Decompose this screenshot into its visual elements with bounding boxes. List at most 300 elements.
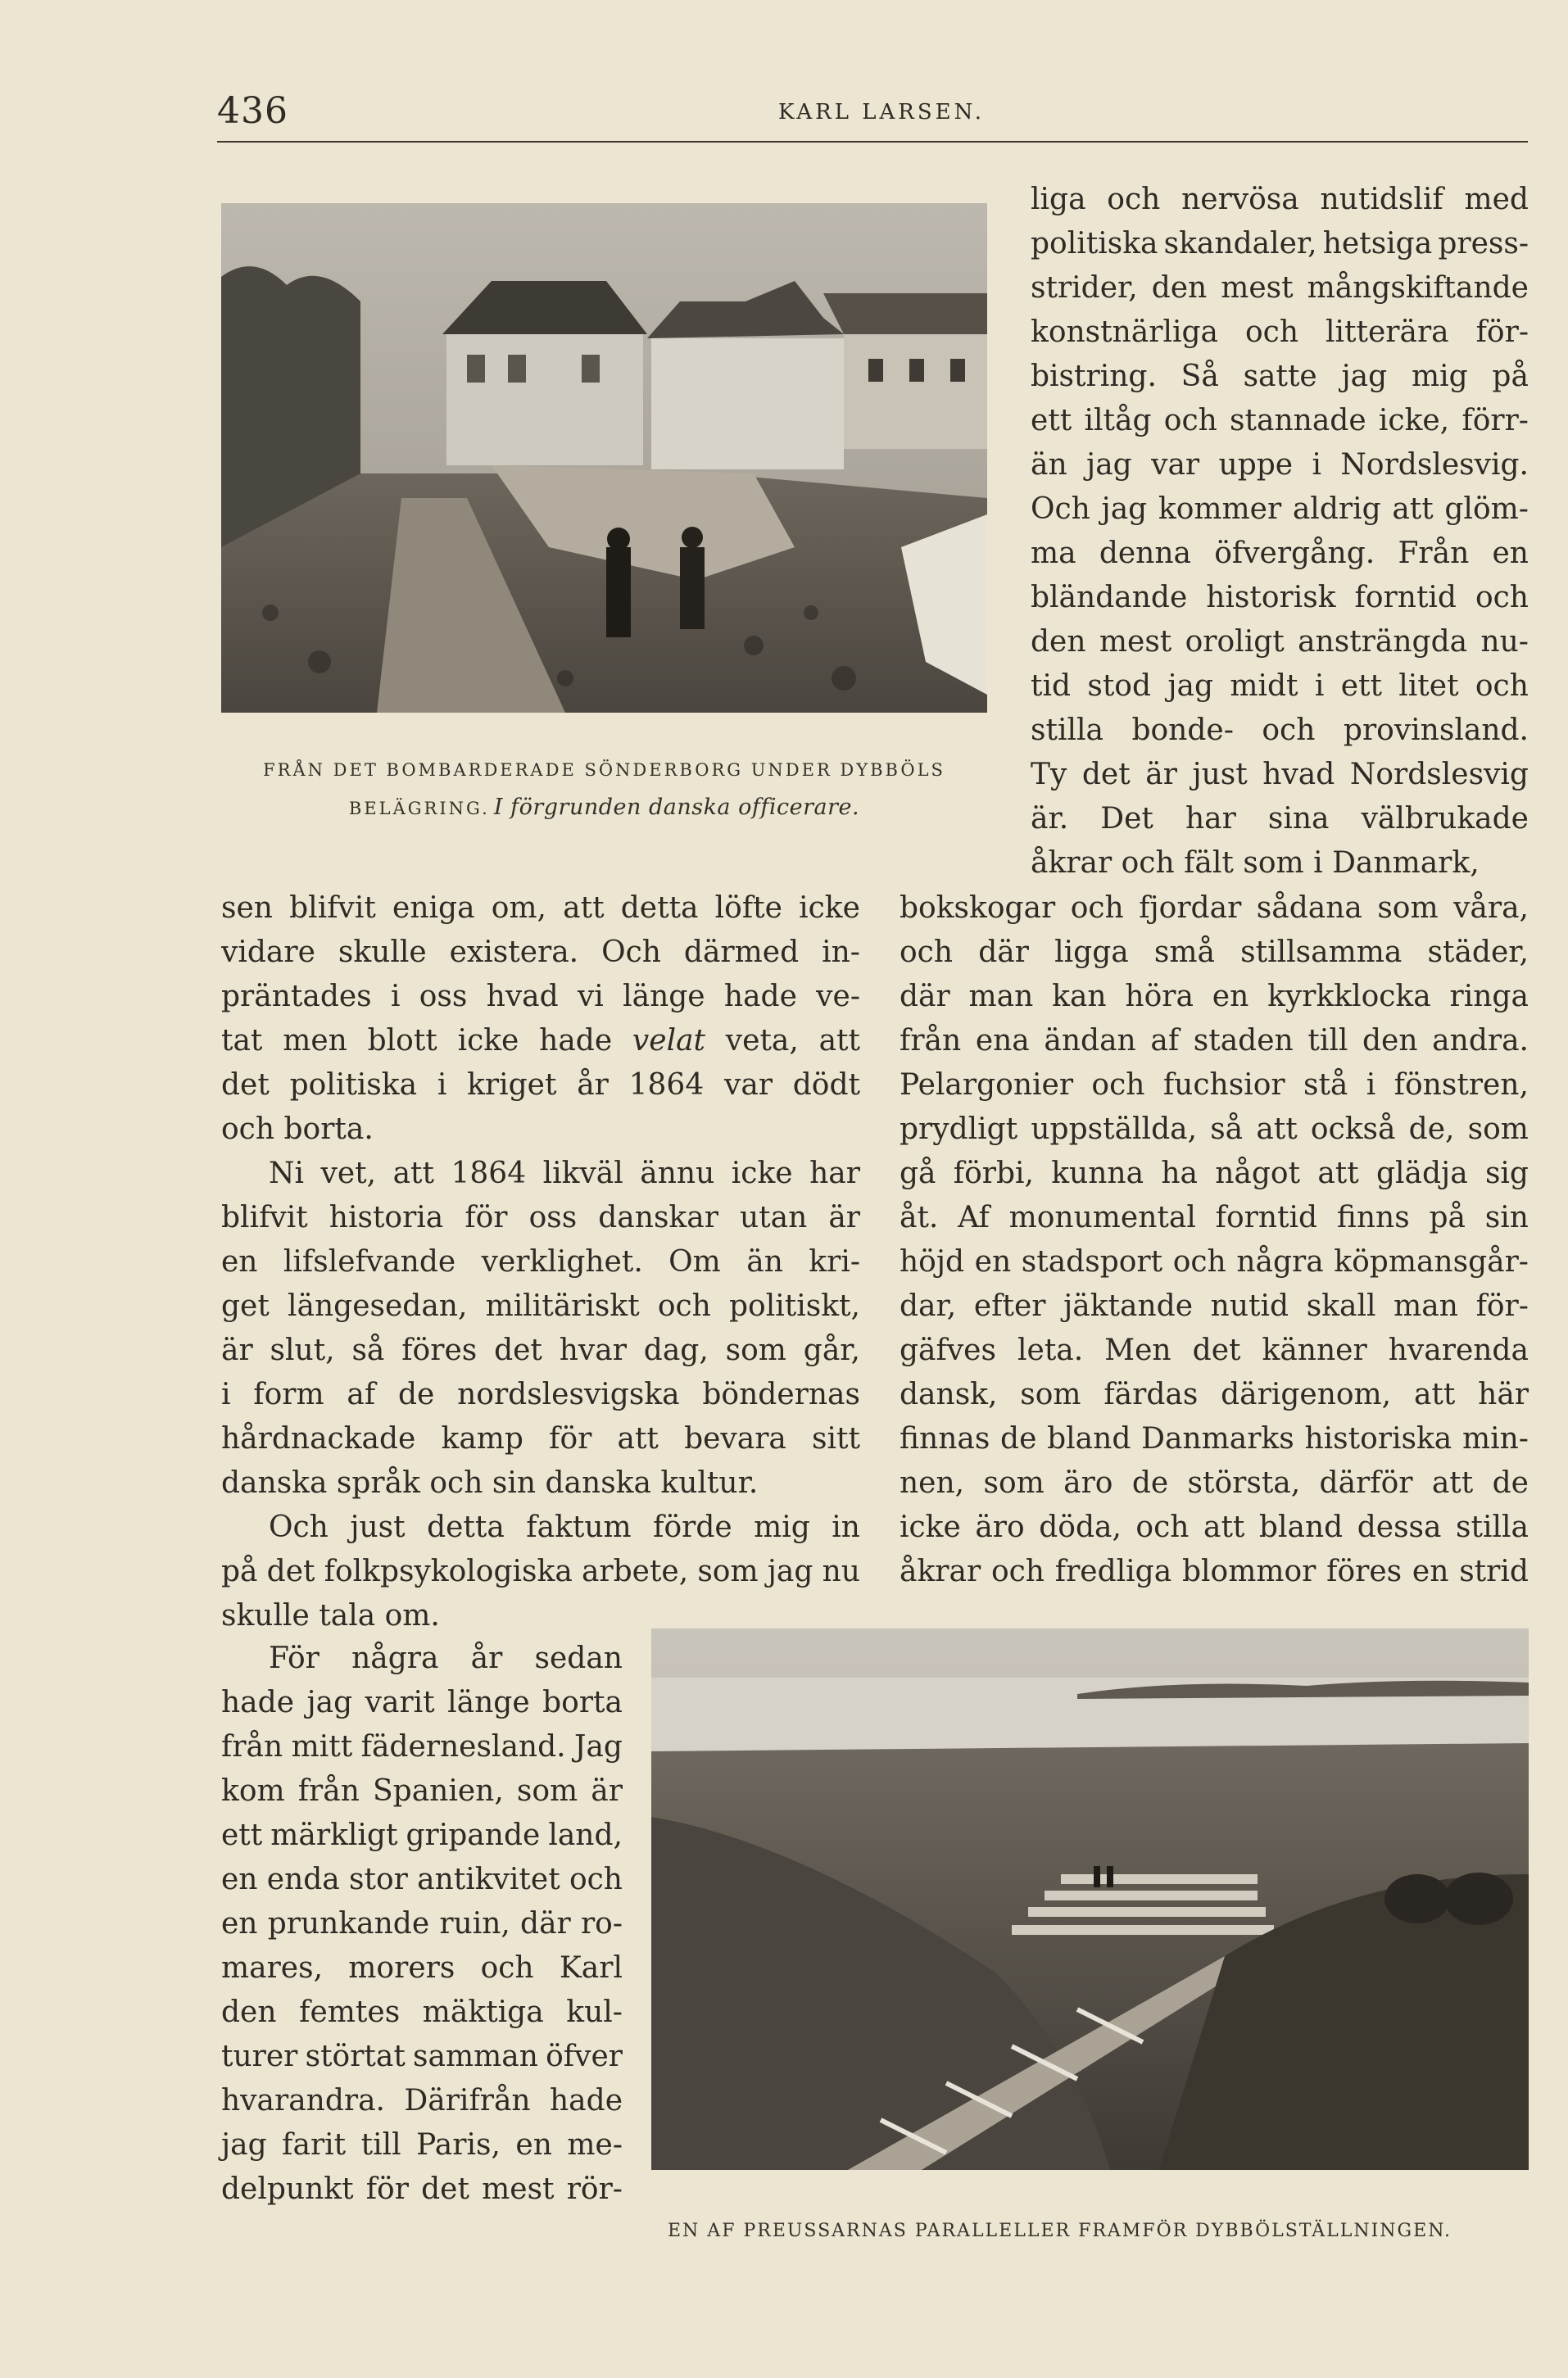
- word: jäktande: [1063, 1289, 1194, 1323]
- word: välbrukade: [1361, 802, 1529, 836]
- word: mares,: [221, 1951, 324, 1985]
- word: gå: [900, 1157, 936, 1190]
- word: åkrar: [900, 1555, 981, 1588]
- word: rör-: [566, 2172, 623, 2206]
- word: än: [1031, 448, 1067, 482]
- word: var: [1151, 448, 1200, 482]
- word: de: [397, 1378, 435, 1411]
- word: jag: [1101, 492, 1148, 526]
- text-line: [221, 2123, 623, 2167]
- word: höjd: [900, 1245, 965, 1279]
- word: våra,: [1453, 891, 1529, 925]
- word: åkrar: [1031, 846, 1113, 880]
- word: mitt: [291, 1730, 353, 1764]
- word: fjordar: [1139, 891, 1242, 925]
- running-head: KARL LARSEN.: [778, 100, 986, 125]
- word: leta.: [1017, 1334, 1084, 1367]
- word: gripande: [406, 1819, 541, 1852]
- word: att: [1431, 1466, 1474, 1500]
- word: de: [1000, 1422, 1037, 1456]
- word: Från: [1398, 537, 1470, 570]
- word: jag: [1341, 360, 1388, 393]
- word: kriget: [467, 1068, 557, 1102]
- word: Nordslesvig.: [1340, 448, 1529, 482]
- word: det: [421, 2172, 469, 2206]
- word: därigenom,: [1221, 1378, 1392, 1411]
- text-line: [1031, 178, 1529, 222]
- text-line: [900, 1373, 1529, 1417]
- word: danskar: [598, 1201, 718, 1234]
- word: att: [1256, 1112, 1298, 1146]
- word: För: [269, 1642, 319, 1675]
- word: i: [1314, 669, 1325, 703]
- word: blifvit: [221, 1201, 308, 1234]
- word: har: [1185, 802, 1236, 836]
- word: går,: [803, 1334, 860, 1367]
- word: att: [617, 1422, 659, 1456]
- word: nordslesvigska: [457, 1378, 680, 1411]
- word: dessa: [1357, 1511, 1442, 1544]
- word: har: [809, 1157, 860, 1190]
- word: sina: [1267, 802, 1330, 836]
- word: politiska: [289, 1068, 418, 1102]
- word: skulle: [221, 1599, 310, 1633]
- word: i: [390, 980, 401, 1013]
- word: det: [221, 1068, 270, 1102]
- word: icke,: [1378, 404, 1450, 437]
- word: förde: [653, 1511, 732, 1544]
- word: det: [1081, 758, 1131, 791]
- word: bonde-: [1131, 713, 1234, 747]
- word: jag: [221, 2128, 267, 2162]
- text-line: [1031, 355, 1529, 399]
- word: Karl: [559, 1951, 623, 1985]
- word: glöm-: [1444, 492, 1529, 526]
- text-line: [221, 1991, 623, 2035]
- word: den: [1362, 1024, 1418, 1058]
- text-left-bottom: [221, 1637, 623, 2212]
- word: blommor: [1181, 1555, 1316, 1588]
- text-line: [221, 1196, 860, 1240]
- word: från: [900, 1024, 962, 1058]
- word: en: [515, 2128, 552, 2162]
- word: finns: [1336, 1201, 1410, 1234]
- word: stilla: [1456, 1511, 1529, 1544]
- word: de: [1492, 1466, 1529, 1500]
- word: det: [266, 1555, 315, 1588]
- word: borta: [542, 1686, 623, 1719]
- word: eniga: [392, 891, 475, 925]
- text-line: [1031, 664, 1529, 709]
- text-line: [221, 1107, 860, 1152]
- text-line: [221, 975, 860, 1019]
- word: ansträngda: [1298, 625, 1468, 659]
- word: folkpsykologiska: [324, 1555, 573, 1588]
- text-line: [900, 1152, 1529, 1196]
- word: turer: [221, 2040, 298, 2073]
- word: också: [1310, 1112, 1396, 1146]
- word: en: [221, 1907, 258, 1941]
- word: litterära: [1326, 315, 1449, 349]
- word: föres: [401, 1334, 478, 1367]
- word: åt.: [900, 1201, 939, 1234]
- word: kunna: [1051, 1157, 1144, 1190]
- word: hvarenda: [1388, 1334, 1529, 1367]
- word: Nordslesvig: [1349, 758, 1529, 791]
- word: stilla: [1031, 713, 1103, 747]
- word: stillsamma: [1240, 935, 1403, 969]
- word: press-: [1438, 227, 1529, 260]
- word: den: [221, 1995, 277, 2029]
- word: för-: [1475, 1289, 1529, 1323]
- word: färdas: [1103, 1378, 1199, 1411]
- word: varit: [365, 1686, 435, 1719]
- text-line: [221, 1858, 623, 1902]
- word: sig: [1484, 1157, 1529, 1190]
- text-line: [221, 2167, 623, 2212]
- text-line: [900, 886, 1529, 931]
- word: år: [577, 1068, 609, 1102]
- word: delpunkt: [221, 2172, 354, 2206]
- word: historiska: [1304, 1422, 1452, 1456]
- text-line: [900, 1019, 1529, 1063]
- word: bland: [1047, 1422, 1131, 1456]
- word: Men: [1104, 1334, 1171, 1367]
- word: är: [591, 1774, 623, 1808]
- word: icke: [731, 1157, 793, 1190]
- word: jag: [306, 1686, 353, 1719]
- word: därför: [1319, 1466, 1413, 1500]
- text-line: [900, 1329, 1529, 1373]
- text-line: [900, 1506, 1529, 1550]
- word: enda: [266, 1863, 340, 1896]
- word: om,: [491, 891, 546, 925]
- word: är: [221, 1334, 253, 1367]
- word: en: [1212, 980, 1249, 1013]
- word: sin: [492, 1466, 537, 1500]
- text-line: [1031, 797, 1529, 841]
- page-number: 436: [217, 90, 288, 132]
- word: och: [1091, 1068, 1145, 1102]
- word: sedan: [534, 1642, 623, 1675]
- text-line: [1031, 487, 1529, 532]
- word: här: [1478, 1378, 1529, 1411]
- word: små: [1153, 935, 1215, 969]
- word: nervösa: [1181, 183, 1299, 216]
- word: så: [1210, 1112, 1244, 1146]
- word: och: [429, 1466, 483, 1500]
- word: efter: [973, 1289, 1046, 1323]
- word: och: [480, 1951, 534, 1985]
- word: samman: [413, 2040, 538, 2073]
- word: kultur.: [660, 1466, 759, 1500]
- text-line: [221, 1681, 623, 1725]
- word: och: [1135, 1511, 1190, 1544]
- word: Det: [1100, 802, 1153, 836]
- word: förr-: [1462, 404, 1529, 437]
- word: borta.: [283, 1112, 374, 1146]
- word: som: [516, 1774, 578, 1808]
- word: Paris,: [416, 2128, 501, 2162]
- word: känner: [1262, 1334, 1367, 1367]
- word: uppe: [1218, 448, 1294, 482]
- word: och: [569, 1863, 623, 1896]
- word: forntid: [1215, 1201, 1318, 1234]
- word: icke: [900, 1511, 961, 1544]
- word: man: [1394, 1289, 1458, 1323]
- word: störtat: [305, 2040, 406, 2073]
- word: de,: [1408, 1112, 1455, 1146]
- photo-prussian-parallels: [651, 1628, 1529, 2170]
- word: Spanien,: [373, 1774, 504, 1808]
- text-line: [221, 886, 860, 931]
- word: tala: [319, 1599, 376, 1633]
- word: dansk,: [900, 1378, 998, 1411]
- word: uppställda,: [1031, 1112, 1198, 1146]
- word: faktum: [526, 1511, 632, 1544]
- word: danska: [221, 1466, 328, 1500]
- word: i: [1366, 1068, 1376, 1102]
- word: som: [697, 1555, 759, 1588]
- text-line: [1031, 841, 1529, 886]
- word: ve-: [816, 980, 860, 1013]
- word: antikvitet: [417, 1863, 560, 1896]
- word: sin: [1484, 1201, 1529, 1234]
- word: kamp: [441, 1422, 523, 1456]
- word: forntid: [1354, 581, 1457, 614]
- word: morers: [348, 1951, 455, 1985]
- word: Pelargonier: [900, 1068, 1074, 1102]
- word: velat: [632, 1024, 706, 1058]
- word: ännu: [640, 1157, 715, 1190]
- word: gäfves: [900, 1334, 996, 1367]
- text-line: [221, 1063, 860, 1107]
- text-line: [221, 1550, 860, 1594]
- word: blott: [367, 1024, 437, 1058]
- word: nen,: [900, 1466, 965, 1500]
- text-line: [221, 1329, 860, 1373]
- word: fädernesland.: [360, 1730, 566, 1764]
- word: från: [297, 1774, 360, 1808]
- text-line: [900, 1461, 1529, 1506]
- word: jag: [1167, 669, 1214, 703]
- word: präntades: [221, 980, 372, 1013]
- word: in-: [822, 935, 860, 969]
- word: var: [723, 1068, 773, 1102]
- text-line: [1031, 532, 1529, 576]
- word: Om: [668, 1245, 721, 1279]
- word: ena: [975, 1024, 1030, 1058]
- word: hade: [221, 1686, 294, 1719]
- word: icke: [457, 1024, 519, 1058]
- word: kri-: [809, 1245, 860, 1279]
- word: oss: [528, 1201, 578, 1234]
- word: bland: [1258, 1511, 1344, 1544]
- word: den: [1151, 271, 1208, 305]
- word: kan: [1052, 980, 1107, 1013]
- word: form: [253, 1378, 324, 1411]
- word: kommer: [1158, 492, 1282, 526]
- word: dödt: [792, 1068, 860, 1102]
- word: hvarandra.: [221, 2084, 386, 2118]
- word: ro-: [580, 1907, 623, 1941]
- word: de: [1131, 1466, 1169, 1500]
- text-line: [1031, 266, 1529, 310]
- word: för-: [1475, 315, 1529, 349]
- word: och: [1475, 669, 1529, 703]
- word: förbi,: [953, 1157, 1034, 1190]
- word: staden: [1193, 1024, 1294, 1058]
- word: och: [1107, 183, 1161, 216]
- word: så: [351, 1334, 385, 1367]
- word: ha: [1161, 1157, 1198, 1190]
- word: där: [900, 980, 950, 1013]
- word: en: [1412, 1555, 1449, 1588]
- word: är: [828, 1201, 860, 1234]
- text-line: [221, 1284, 860, 1329]
- word: kom: [221, 1774, 285, 1808]
- word: slut,: [270, 1334, 335, 1367]
- figure1-caption-smallcaps: BELÄGRING.: [348, 799, 490, 818]
- word: farit: [282, 2128, 347, 2162]
- text-line: [900, 1417, 1529, 1461]
- word: och: [1070, 891, 1124, 925]
- text-line: [221, 1946, 623, 1991]
- word: hvar: [559, 1334, 627, 1367]
- word: för: [365, 2172, 409, 2206]
- word: militäriskt: [485, 1289, 640, 1323]
- word: bevara: [684, 1422, 786, 1456]
- word: verklighet.: [481, 1245, 643, 1279]
- photo-bombarded-sonderborg-image: [221, 203, 987, 713]
- photo-bombarded-sonderborg: [221, 203, 987, 713]
- word: men: [283, 1024, 347, 1058]
- word: litet: [1398, 669, 1459, 703]
- text-line: [900, 1107, 1529, 1152]
- word: midt: [1230, 669, 1298, 703]
- word: hetsiga: [1322, 227, 1433, 260]
- word: på: [1429, 1201, 1466, 1234]
- figure1-caption: [221, 760, 987, 820]
- word: dag,: [643, 1334, 709, 1367]
- word: kul-: [566, 1995, 623, 2029]
- word: sådana: [1256, 891, 1362, 925]
- word: hade: [723, 980, 797, 1013]
- word: ändan: [1044, 1024, 1136, 1058]
- word: ringa: [1449, 980, 1529, 1013]
- word: att: [563, 891, 605, 925]
- word: år: [470, 1642, 503, 1675]
- word: prunkande: [267, 1907, 430, 1941]
- text-line: [1031, 753, 1529, 797]
- word: vet,: [320, 1157, 377, 1190]
- word: höra: [1125, 980, 1194, 1013]
- word: största,: [1187, 1466, 1301, 1500]
- word: och: [657, 1289, 711, 1323]
- word: döda,: [1039, 1511, 1122, 1544]
- text-line: [1031, 310, 1529, 355]
- word: vidare: [221, 935, 315, 969]
- word: veta,: [725, 1024, 799, 1058]
- word: 1864: [451, 1157, 527, 1190]
- word: ligga: [1054, 935, 1129, 969]
- text-line: [221, 1725, 623, 1769]
- word: skall: [1306, 1289, 1376, 1323]
- word: och: [221, 1112, 275, 1146]
- word: i: [221, 1378, 231, 1411]
- text-line: [221, 1814, 623, 1858]
- word: några: [351, 1642, 439, 1675]
- word: är: [1145, 758, 1177, 791]
- word: iltåg: [1084, 404, 1152, 437]
- text-left-middle: [221, 886, 860, 1638]
- text-line: [221, 1902, 623, 1946]
- word: nutidslif: [1320, 183, 1443, 216]
- word: lifslefvande: [283, 1245, 456, 1279]
- word: som: [983, 1466, 1045, 1500]
- word: och: [900, 935, 954, 969]
- word: köpmansgår-: [1334, 1245, 1529, 1279]
- word: där: [978, 935, 1029, 969]
- word: jag: [767, 1555, 813, 1588]
- word: en: [221, 1245, 258, 1279]
- text-line: [221, 1240, 860, 1284]
- word: att: [1317, 1157, 1359, 1190]
- word: politiska: [1031, 227, 1158, 260]
- word: den: [1031, 625, 1086, 659]
- word: Och: [1031, 492, 1090, 526]
- word: mest: [1099, 625, 1172, 659]
- text-line: [900, 1550, 1529, 1594]
- word: och: [1245, 315, 1299, 349]
- text-line: [1031, 576, 1529, 620]
- word: blifvit: [289, 891, 376, 925]
- word: ett: [221, 1819, 263, 1852]
- word: finnas: [900, 1422, 990, 1456]
- word: städer,: [1427, 935, 1529, 969]
- word: Jag: [574, 1730, 623, 1764]
- word: bokskogar: [900, 891, 1056, 925]
- word: till: [360, 2128, 401, 2162]
- word: fuchsior: [1162, 1068, 1285, 1102]
- word: från: [221, 1730, 283, 1764]
- word: detta: [427, 1511, 505, 1544]
- word: hårdnackade: [221, 1422, 416, 1456]
- word: Danmark,: [1332, 846, 1480, 880]
- text-line: [900, 1240, 1529, 1284]
- word: monumental: [1008, 1201, 1196, 1234]
- word: att: [1392, 492, 1434, 526]
- word: äro: [975, 1511, 1025, 1544]
- word: en: [974, 1245, 1012, 1279]
- word: just: [350, 1511, 406, 1544]
- word: Danmarks: [1141, 1422, 1294, 1456]
- word: just: [1192, 758, 1248, 791]
- text-line: [1031, 222, 1529, 266]
- word: att: [1413, 1378, 1456, 1411]
- word: skandaler,: [1163, 227, 1317, 260]
- word: och: [1475, 581, 1529, 614]
- word: provinsland.: [1343, 713, 1529, 747]
- text-line: [221, 2035, 623, 2079]
- word: glädja: [1375, 1157, 1468, 1190]
- figure1-caption-italic: I förgrunden danska officerare.: [493, 795, 860, 820]
- word: i: [437, 1068, 447, 1102]
- word: för: [549, 1422, 592, 1456]
- word: att: [818, 1024, 860, 1058]
- word: mångskiftande: [1307, 271, 1529, 305]
- text-line: [1031, 620, 1529, 664]
